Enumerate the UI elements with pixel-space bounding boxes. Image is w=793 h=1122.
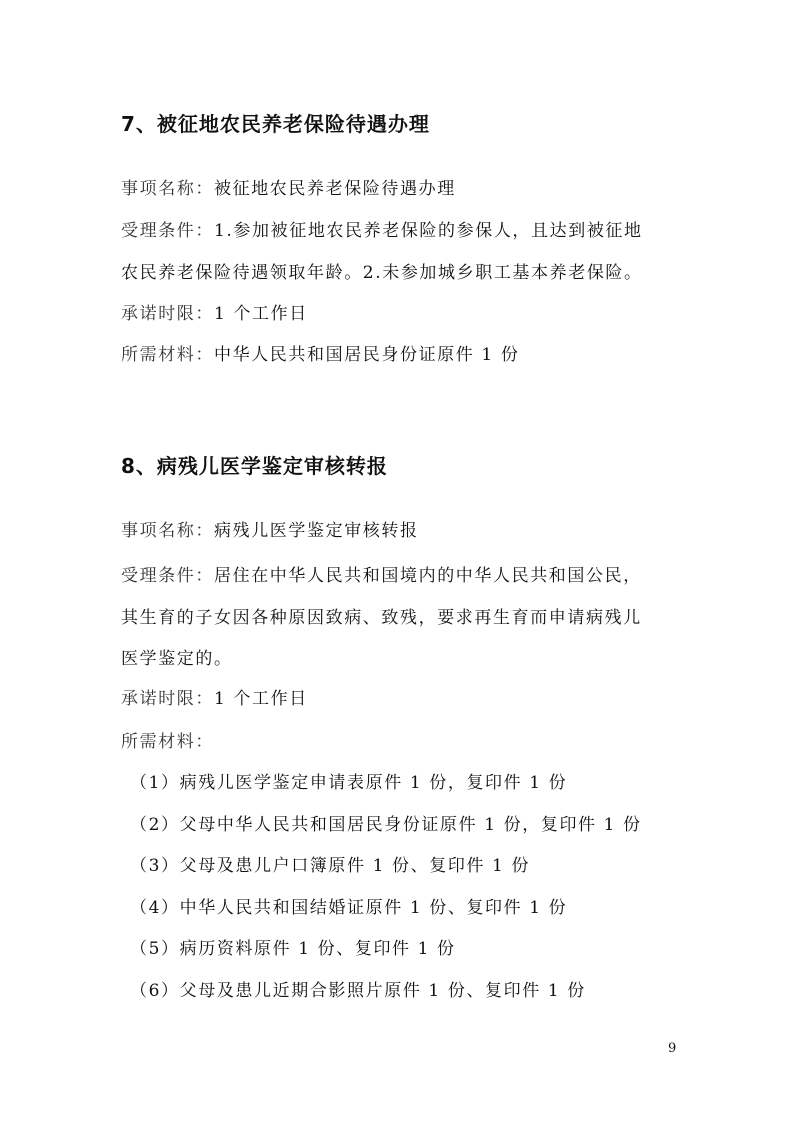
material-item: （5）病历资料原件 1 份、复印件 1 份 [130, 939, 456, 959]
section-8-condition-line-1 [121, 565, 642, 587]
time-limit-value: 1 个工作日 [214, 689, 308, 709]
time-limit-label: 承诺时限： [121, 689, 214, 709]
section-7-materials [121, 344, 519, 366]
material-item: （6）父母及患儿近期合影照片原件 1 份、复印件 1 份 [130, 981, 586, 1001]
item-name-value: 病残儿医学鉴定审核转报 [214, 521, 419, 541]
item-name-label: 事项名称： [121, 179, 214, 199]
section-7-item-name [121, 178, 456, 200]
material-item: （2）父母中华人民共和国居民身份证原件 1 份，复印件 1 份 [130, 815, 642, 835]
section-8-time-limit [121, 688, 308, 710]
time-limit-value: 1 个工作日 [214, 304, 308, 324]
item-name-value: 被征地农民养老保险待遇办理 [214, 179, 456, 199]
section-8-condition-line-2: 其生育的子女因各种原因致病、致残，要求再生育而申请病残儿 [121, 608, 642, 628]
section-7-heading: 7、被征地农民养老保险待遇办理 [121, 112, 430, 136]
material-item: （1）病残儿医学鉴定申请表原件 1 份，复印件 1 份 [130, 773, 568, 793]
condition-text-1: 居住在中华人民共和国境内的中华人民共和国公民， [214, 566, 642, 586]
section-7-time-limit [121, 303, 308, 325]
material-item: （3）父母及患儿户口簿原件 1 份、复印件 1 份 [130, 856, 531, 876]
material-item: （4）中华人民共和国结婚证原件 1 份、复印件 1 份 [130, 898, 568, 918]
item-name-label: 事项名称： [121, 521, 214, 541]
condition-label: 受理条件： [121, 221, 214, 241]
section-8-materials-label [121, 731, 214, 753]
materials-label: 所需材料： [121, 345, 214, 365]
page-number: 9 [668, 1041, 677, 1056]
section-7-condition-line-1 [121, 220, 643, 242]
time-limit-label: 承诺时限： [121, 304, 214, 324]
condition-text-1: 1.参加被征地农民养老保险的参保人，且达到被征地 [214, 221, 643, 241]
section-8-item-name [121, 520, 419, 542]
materials-value: 中华人民共和国居民身份证原件 1 份 [214, 345, 520, 365]
section-8-heading: 8、病残儿医学鉴定审核转报 [121, 454, 388, 478]
section-8-condition-line-3: 医学鉴定的。 [121, 649, 233, 669]
materials-label: 所需材料： [121, 732, 214, 752]
condition-label: 受理条件： [121, 566, 214, 586]
section-7-condition-line-2: 农民养老保险待遇领取年龄。2.未参加城乡职工基本养老保险。 [121, 263, 643, 283]
